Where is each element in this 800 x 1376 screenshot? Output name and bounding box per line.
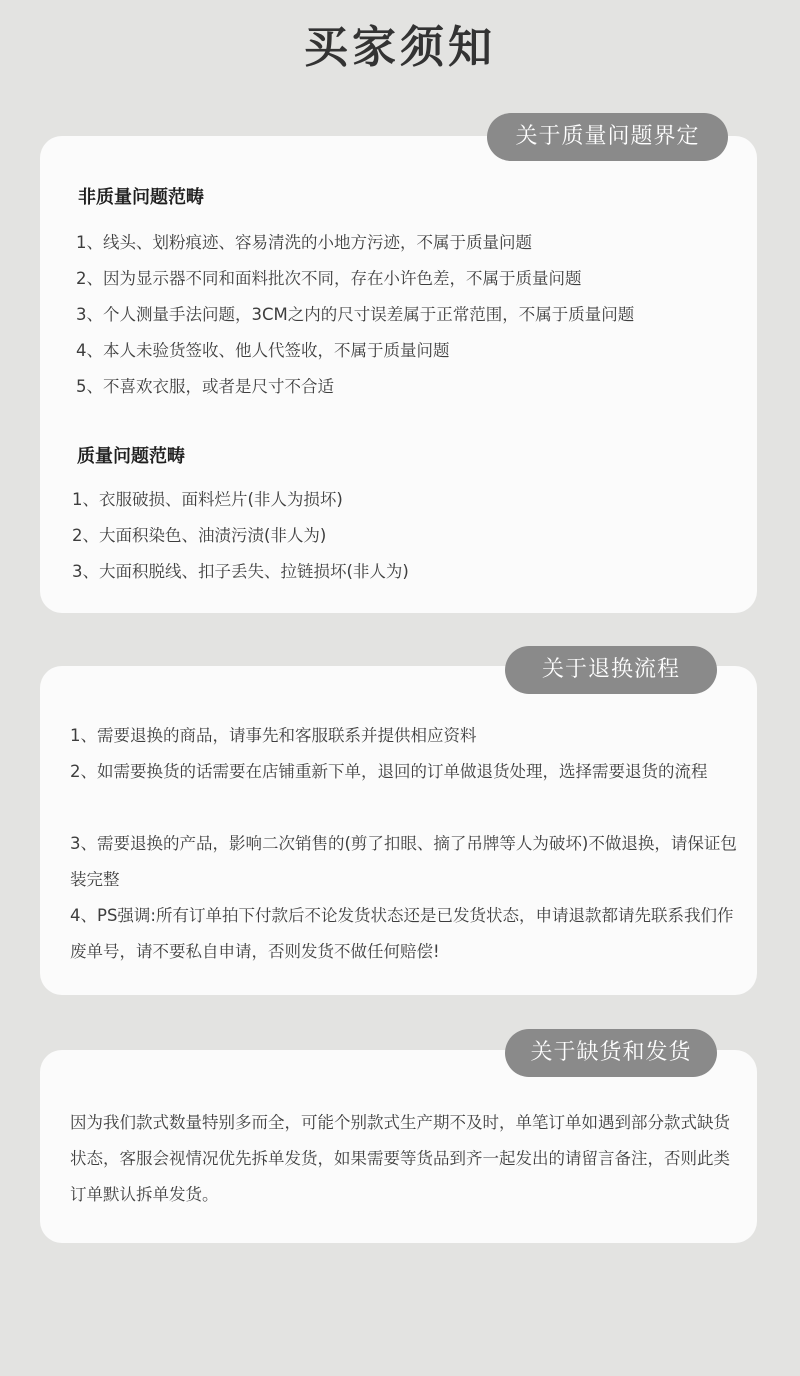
list-item: 5、不喜欢衣服，或者是尺寸不合适 (76, 377, 334, 396)
list-item: 3、个人测量手法问题，3CM之内的尺寸误差属于正常范围，不属于质量问题 (76, 305, 635, 324)
list-item: 1、衣服破损、面料烂片(非人为损坏) (72, 490, 343, 509)
shipping-section-tag: 关于缺货和发货 (505, 1029, 717, 1077)
list-item: 2、因为显示器不同和面料批次不同，存在小许色差，不属于质量问题 (76, 269, 582, 288)
list-item: 1、需要退换的商品，请事先和客服联系并提供相应资料 (70, 726, 477, 745)
list-item: 4、本人未验货签收、他人代签收，不属于质量问题 (76, 341, 450, 360)
quality-section-tag: 关于质量问题界定 (487, 113, 728, 161)
return-section-tag: 关于退换流程 (505, 646, 717, 694)
page-title: 买家须知 (304, 22, 496, 73)
list-item: 3、需要退换的产品，影响二次销售的(剪了扣眼、摘了吊牌等人为破坏)不做退换，请保证包装完整 (70, 834, 737, 889)
list-item: 2、如需要换货的话需要在店铺重新下单，退回的订单做退货处理，选择需要退货的流程 (70, 762, 708, 781)
non-quality-heading: 非质量问题范畴 (78, 187, 204, 208)
list-item: 3、大面积脱线、扣子丢失、拉链损坏(非人为) (72, 562, 409, 581)
shipping-text: 因为我们款式数量特别多而全，可能个别款式生产期不及时，单笔订单如遇到部分款式缺货状态，客服会视情况优先拆单发货，如果需要等货品到齐一起发出的请留言备注，否则此类订单默认拆单发货。 (70, 1113, 730, 1204)
list-item: 4、PS强调:所有订单拍下付款后不论发货状态还是已发货状态，申请退款都请先联系我们作废单号，请不要私自申请，否则发货不做任何赔偿! (70, 906, 734, 961)
quality-heading: 质量问题范畴 (77, 446, 185, 467)
list-item: 1、线头、划粉痕迹、容易清洗的小地方污迹，不属于质量问题 (76, 233, 532, 252)
list-item: 2、大面积染色、油渍污渍(非人为) (72, 526, 327, 545)
